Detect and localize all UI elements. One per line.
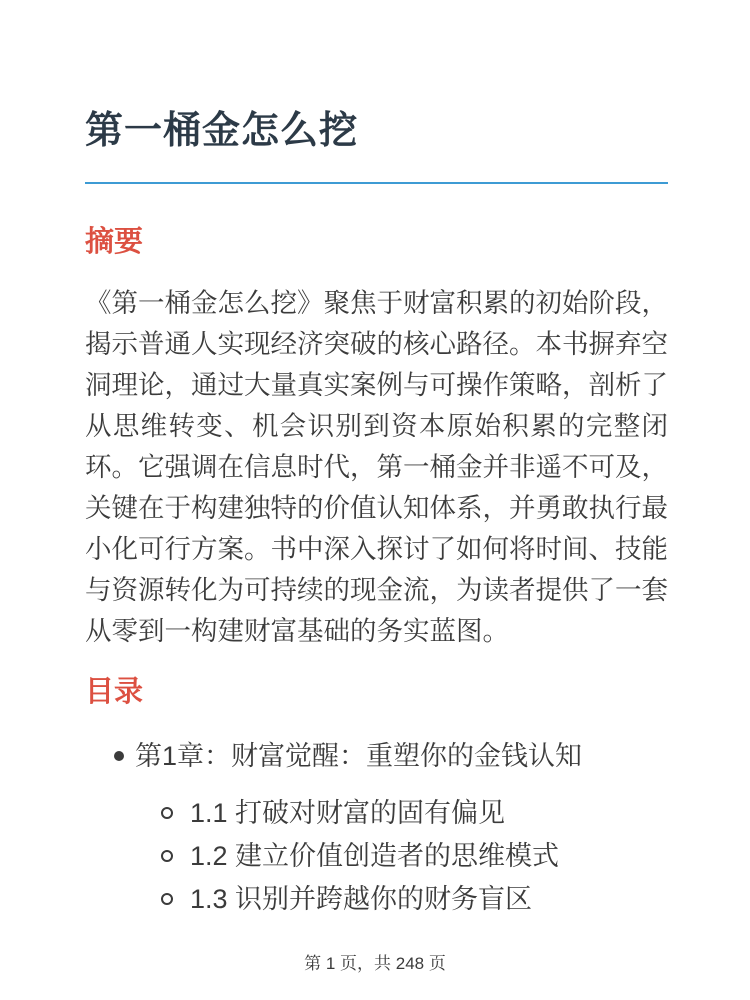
bullet-circle-icon <box>161 807 173 819</box>
abstract-heading: 摘要 <box>85 226 144 258</box>
toc-section-label: 1.2 建立价值创造者的思维模式 <box>190 841 560 871</box>
toc-sections-list <box>135 792 668 921</box>
abstract-paragraph: 《第一桶金怎么挖》聚焦于财富积累的初始阶段，揭示普通人实现经济突破的核心路径。本书摒弃空洞理论，通过大量真实案例与可操作策略，剖析了从思维转变、机会识别到资本原始积累的完整闭环。它强调在信息时代，第一桶金并非遥不可及，关键在于构建独特的价值认知体系，并勇敢执行最小化可行方案。书中深入探讨了如何将时间、技能与资源转化为可持续的现金流，为读者提供了一套从零到一构建财富基础的务实蓝图。 <box>85 288 668 646</box>
bullet-disc-icon <box>114 751 124 761</box>
toc-list <box>85 734 668 921</box>
toc-section-item <box>135 792 668 835</box>
bullet-circle-icon <box>161 893 173 905</box>
toc-chapter-label: 第1章：财富觉醒：重塑你的金钱认知 <box>135 741 583 771</box>
bullet-circle-icon <box>161 850 173 862</box>
toc-section-item <box>135 878 668 921</box>
toc-chapter-item <box>85 734 668 921</box>
page-title: 第一桶金怎么挖 <box>85 110 359 152</box>
toc-section-label: 1.3 识别并跨越你的财务盲区 <box>190 884 533 914</box>
toc-section-label: 1.1 打破对财富的固有偏见 <box>190 798 506 828</box>
toc-section-item <box>135 835 668 878</box>
toc-heading: 目录 <box>85 676 144 708</box>
title-divider <box>85 182 668 184</box>
page-number-indicator: 第 1 页，共 248 页 <box>304 954 446 973</box>
